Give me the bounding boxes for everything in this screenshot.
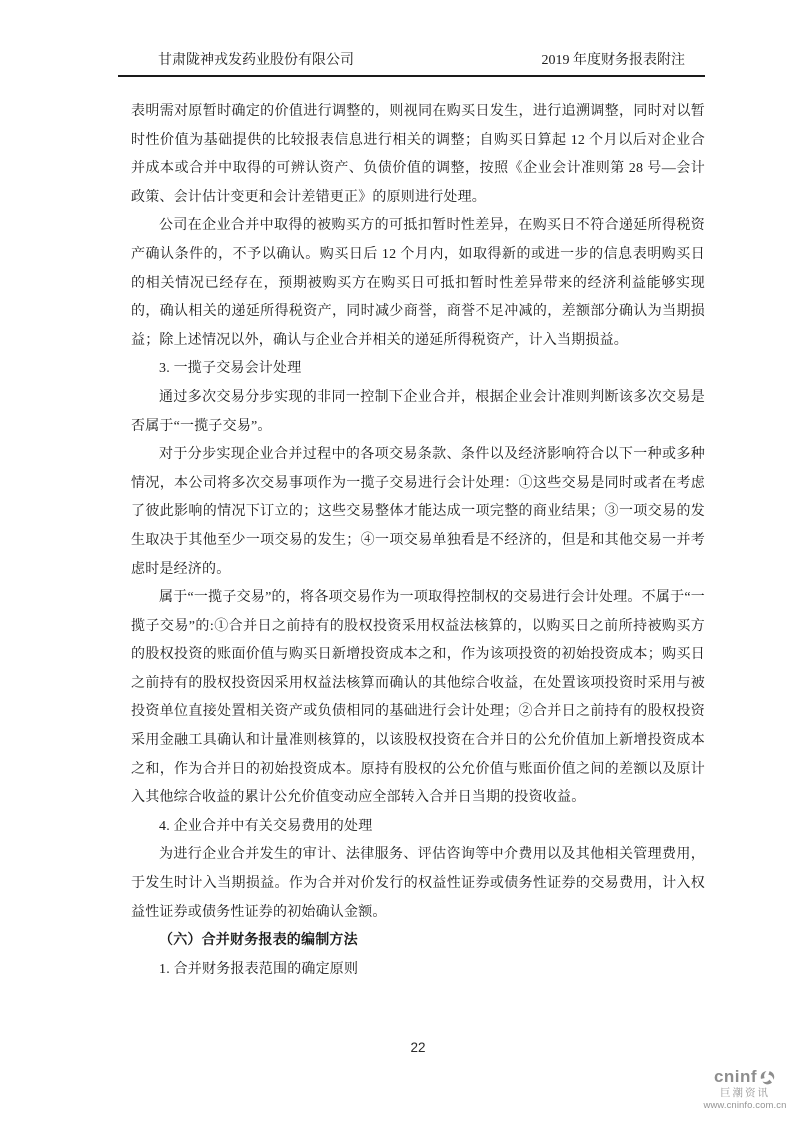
header-company-name: 甘肃陇神戎发药业股份有限公司 (158, 53, 354, 68)
header-divider-rule (118, 75, 705, 77)
section-heading-3-package-deal: 3. 一揽子交易会计处理 (159, 361, 302, 377)
paragraph-package-deal-conditions: 对于分步实现企业合并过程中的各项交易条款、条件以及经济影响符合以下一种或多种情况，本公司将多次交易事项作为一揽子交易进行会计处理：①这些交易是同时或者在考虑了彼此影响的情况下订立的；这些交易整体才能达成一项完整的商业结果；③一项交易的发生取决于其他至少一项交易的发生；④一项交易单独看是不经济的，但是和其他交易一并考虑时是经济的。 (131, 447, 705, 577)
cninfo-pinwheel-icon (759, 1069, 776, 1086)
cninfo-website-text: www.cninfo.com.cn (703, 1100, 787, 1112)
paragraph-package-deal-treatment: 属于“一揽子交易”的，将各项交易作为一项取得控制权的交易进行会计处理。不属于“一揽子交易”的:①合并日之前持有的股权投资采用权益法核算的，以购买日之前所持被购买方的股权投资的账面价值与购买日新增投资成本之和，作为该项投资的初始投资成本；购买日之前持有的股权投资因采用权益法核算而确认的其他综合收益，在处置该项投资时采用与被投资单位直接处置相关资产或负债相同的基础进行会计处理；②合并日之前持有的股权投资采用金融工具确认和计量准则核算的，以该股权投资在合并日的公允价值加上新增投资成本之和，作为合并日的初始投资成本。原持有股权的公允价值与账面价值之间的差额以及原计入其他综合收益的累计公允价值变动应全部转入合并日当期的投资收益。 (131, 590, 705, 806)
document-body (131, 98, 705, 984)
section-heading-6-consolidation-method: （六）合并财务报表的编制方法 (159, 933, 358, 949)
section-heading-4-transaction-costs: 4. 企业合并中有关交易费用的处理 (159, 818, 373, 834)
cninfo-brand-text: cninf (713, 1067, 758, 1086)
paragraph-deductible-temporary-differences: 公司在企业合并中取得的被购买方的可抵扣暂时性差异，在购买日不符合递延所得税资产确认条件的，不予以确认。购买日后 12 个月内，如取得新的或进一步的信息表明购买日的相关情况已经存在，预期被购买方在购买日可抵扣暂时性差异带来的经济利益能够实现的，确认相关的递延所得税资产，同时减少商誉，商誉不足冲减的，差额部分确认为当期损益；除上述情况以外，确认与企业合并相关的递延所得税资产，计入当期损益。 (131, 218, 705, 348)
paragraph-step-acquisition-judgement: 通过多次交易分步实现的非同一控制下企业合并，根据企业会计准则判断该多次交易是否属于“一揽子交易”。 (131, 389, 705, 434)
header-report-title: 2019 年度财务报表附注 (541, 53, 685, 68)
cninfo-chinese-name: 巨潮资讯 (720, 1086, 770, 1099)
page-header (131, 49, 685, 69)
page-number: 22 (410, 1040, 426, 1055)
cninfo-logo (699, 1068, 791, 1112)
subsection-heading-1-consolidation-scope: 1. 合并财务报表范围的确定原则 (159, 961, 359, 977)
paragraph-transaction-costs-treatment: 为进行企业合并发生的审计、法律服务、评估咨询等中介费用以及其他相关管理费用，于发生时计入当期损益。作为合并对价发行的权益性证券或债务性证券的交易费用，计入权益性证券或债务性证券的初始确认金额。 (131, 847, 705, 920)
cninfo-brand-row (699, 1068, 791, 1087)
paragraph-value-adjustment-continuation: 表明需对原暂时确定的价值进行调整的，则视同在购买日发生，进行追溯调整，同时对以暂时性价值为基础提供的比较报表信息进行相关的调整；自购买日算起 12 个月以后对企业合并成本或合并中取得的可辨认资产、负债价值的调整，按照《企业会计准则第 28 号—会计政策、会计估计变更和会计差错更正》的原则进行处理。 (131, 104, 705, 205)
